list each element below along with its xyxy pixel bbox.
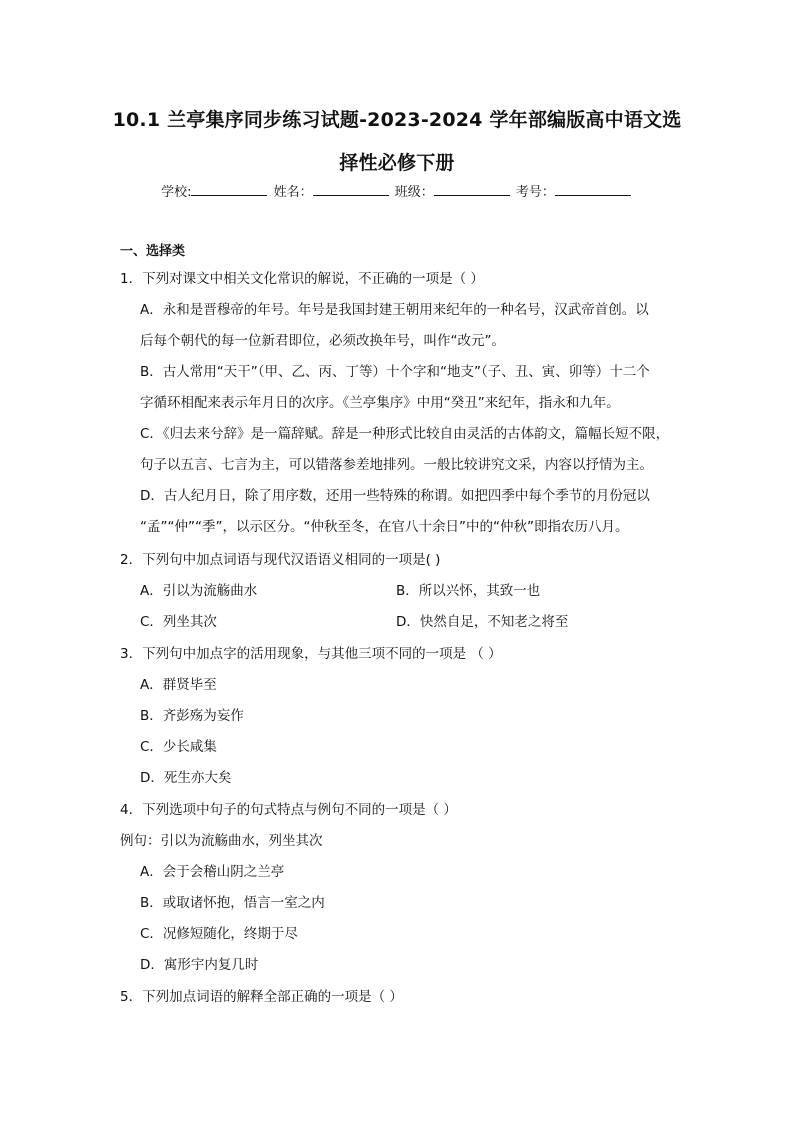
question-3-option-b: B．齐彭殇为妄作 <box>140 708 244 724</box>
name-blank[interactable] <box>313 183 389 196</box>
question-1-option-c-cont: 句子以五言、七言为主，可以错落参差地排列。一般比较讲究文采，内容以抒情为主。 <box>140 457 653 473</box>
question-4-example: 例句：引以为流觞曲水，列坐其次 <box>120 833 323 849</box>
exam-no-blank[interactable] <box>555 183 631 196</box>
question-2-option-b: B．所以兴怀，其致一也 <box>396 583 541 599</box>
page-title-line2: 择性必修下册 <box>339 152 455 174</box>
question-4-option-c: C．况修短随化，终期于尽 <box>140 926 298 942</box>
page-title-line1: 10.1 兰亭集序同步练习试题-2023-2024 学年部编版高中语文选 <box>112 109 682 131</box>
student-info-row <box>0 181 794 200</box>
question-1-option-b-cont: 字循环相配来表示年月日的次序。《兰亭集序》中用“癸丑”来纪年，指永和九年。 <box>140 395 620 411</box>
school-label: 学校: <box>161 185 192 200</box>
section-heading: 一、选择类 <box>120 244 186 259</box>
exam-no-label: 考号： <box>515 185 555 200</box>
question-3-option-c: C．少长咸集 <box>140 739 217 755</box>
question-2-option-c: C．列坐其次 <box>140 614 217 630</box>
question-3-option-a: A．群贤毕至 <box>140 677 217 693</box>
question-3-stem: 3．下列句中加点字的活用现象，与其他三项不同的一项是 （ ） <box>120 646 502 662</box>
class-blank[interactable] <box>434 183 510 196</box>
question-1-option-d: D．古人纪月日，除了用序数，还用一些特殊的称谓。如把四季中每个季节的月份冠以 <box>140 488 650 504</box>
question-1-stem: 1．下列对课文中相关文化常识的解说，不正确的一项是（ ） <box>120 271 484 287</box>
question-4-stem: 4．下列选项中句子的句式特点与例句不同的一项是（ ） <box>120 802 457 818</box>
question-4-option-a: A．会于会稽山阴之兰亭 <box>140 864 285 880</box>
class-label: 班级： <box>394 185 434 200</box>
question-4-option-d: D．寓形宇内复几时 <box>140 957 259 973</box>
question-5-stem: 5．下列加点词语的解释全部正确的一项是（ ） <box>120 989 403 1005</box>
school-blank[interactable] <box>191 183 267 196</box>
question-2-option-a: A．引以为流觞曲水 <box>140 583 258 599</box>
question-2-stem: 2．下列句中加点词语与现代汉语语义相同的一项是( ) <box>120 552 441 568</box>
question-4-option-b: B．或取诸怀抱，悟言一室之内 <box>140 895 325 911</box>
question-1-option-d-cont: “孟”“仲”“季”，以示区分。“仲秋至冬，在官八十余日”中的“仲秋”即指农历八月。 <box>140 519 629 535</box>
question-2-option-d: D．快然自足，不知老之将至 <box>396 614 569 630</box>
question-1-option-b: B．古人常用“天干”（甲、乙、丙、丁等）十个字和“地支”（子、丑、寅、卯等）十二个 <box>140 364 650 380</box>
question-1-option-c: C．《归去来兮辞》是一篇辞赋。辞是一种形式比较自由灵活的古体韵文，篇幅长短不限， <box>140 426 670 442</box>
question-1-option-a-cont: 后每个朝代的每一位新君即位，必须改换年号，叫作“改元”。 <box>140 333 505 349</box>
name-label: 姓名： <box>273 185 313 200</box>
question-3-option-d: D．死生亦大矣 <box>140 770 232 786</box>
question-1-option-a: A．永和是晋穆帝的年号。年号是我国封建王朝用来纪年的一种名号，汉武帝首创。以 <box>140 302 649 318</box>
